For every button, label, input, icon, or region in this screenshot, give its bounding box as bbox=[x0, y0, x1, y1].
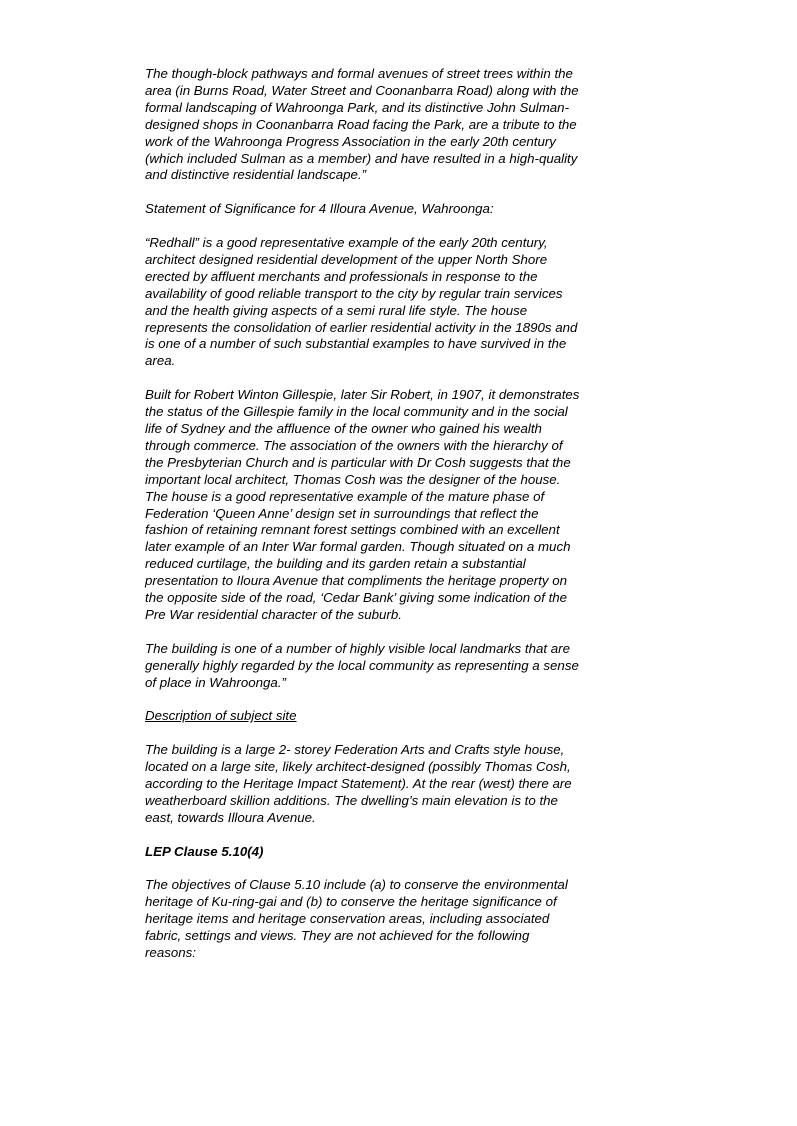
clause-heading: LEP Clause 5.10(4) bbox=[145, 843, 264, 859]
paragraph-gillespie-history: Built for Robert Winton Gillespie, later Sir Robert, in 1907, it demonstrates the status of the Gillespie family in the local community and in the social life of Sydney and the affluence of the owner who gained his wealth through commerce. The association of the owners with the hierarchy of the Presbyterian Church and is particular with Dr Cosh suggests that the important local architect, Thomas Cosh was the designer of the house. The house is a good representative example of the mature phase of Federation ‘Queen Anne’ design set in surroundings that reflect the fashion of retaining remnant forest settings combined with an excellent later example of an Inter War formal garden. Though situated on a much reduced curtilage, the building and its garden retain a substantial presentation to Iloura Avenue that compliments the heritage property on the opposite side of the road, ‘Cedar Bank’ giving some indication of the Pre War residential character of the suburb. bbox=[145, 387, 580, 622]
paragraph-site-description: The building is a large 2- storey Federation Arts and Crafts style house, located on a large site, likely architect-designed (possibly Thomas Cosh, according to the Heritage Impact Statement). At the rear (west) there are weatherboard skillion additions. The dwelling’s main elevation is to the east, towards Illoura Avenue. bbox=[145, 742, 572, 825]
paragraph-clause-objectives: The objectives of Clause 5.10 include (a) to conserve the environmental heritage of Ku-ring-gai and (b) to conserve the heritage significance of heritage items and heritage conservation areas, including associated fabric, settings and views. They are not achieved for the following reasons: bbox=[145, 877, 568, 960]
statement-of-significance-label: Statement of Significance for 4 Illoura Avenue, Wahroonga: bbox=[145, 201, 494, 217]
paragraph-precinct-significance: The though-block pathways and formal avenues of street trees within the area (in Burns Road, Water Street and Coonanbarra Road) along with the formal landscaping of Wahroonga Park, and its distinctive John Sulman- designed shops in Coonanbarra Road facing the Park, are a tribute to the work of the Wahroonga Progress Association in the early 20th century (which included Sulman as a member) and have resulted in a high-quality and distinctive residential landscape.” bbox=[145, 66, 579, 183]
paragraph-redhall-significance: “Redhall” is a good representative example of the early 20th century, architect designed residential development of the upper North Shore erected by affluent merchants and professionals in response to the availability of good reliable transport to the city by regular train services and the health giving aspects of a semi rural life style. The house represents the consolidation of earlier residential activity in the 1890s and is one of a number of such substantial examples to have survived in the area. bbox=[145, 235, 578, 369]
document-body bbox=[145, 66, 645, 979]
description-heading: Description of subject site bbox=[145, 708, 297, 724]
paragraph-local-landmark: The building is one of a number of highly visible local landmarks that are generally highly regarded by the local community as representing a sense of place in Wahroonga.” bbox=[145, 640, 579, 690]
